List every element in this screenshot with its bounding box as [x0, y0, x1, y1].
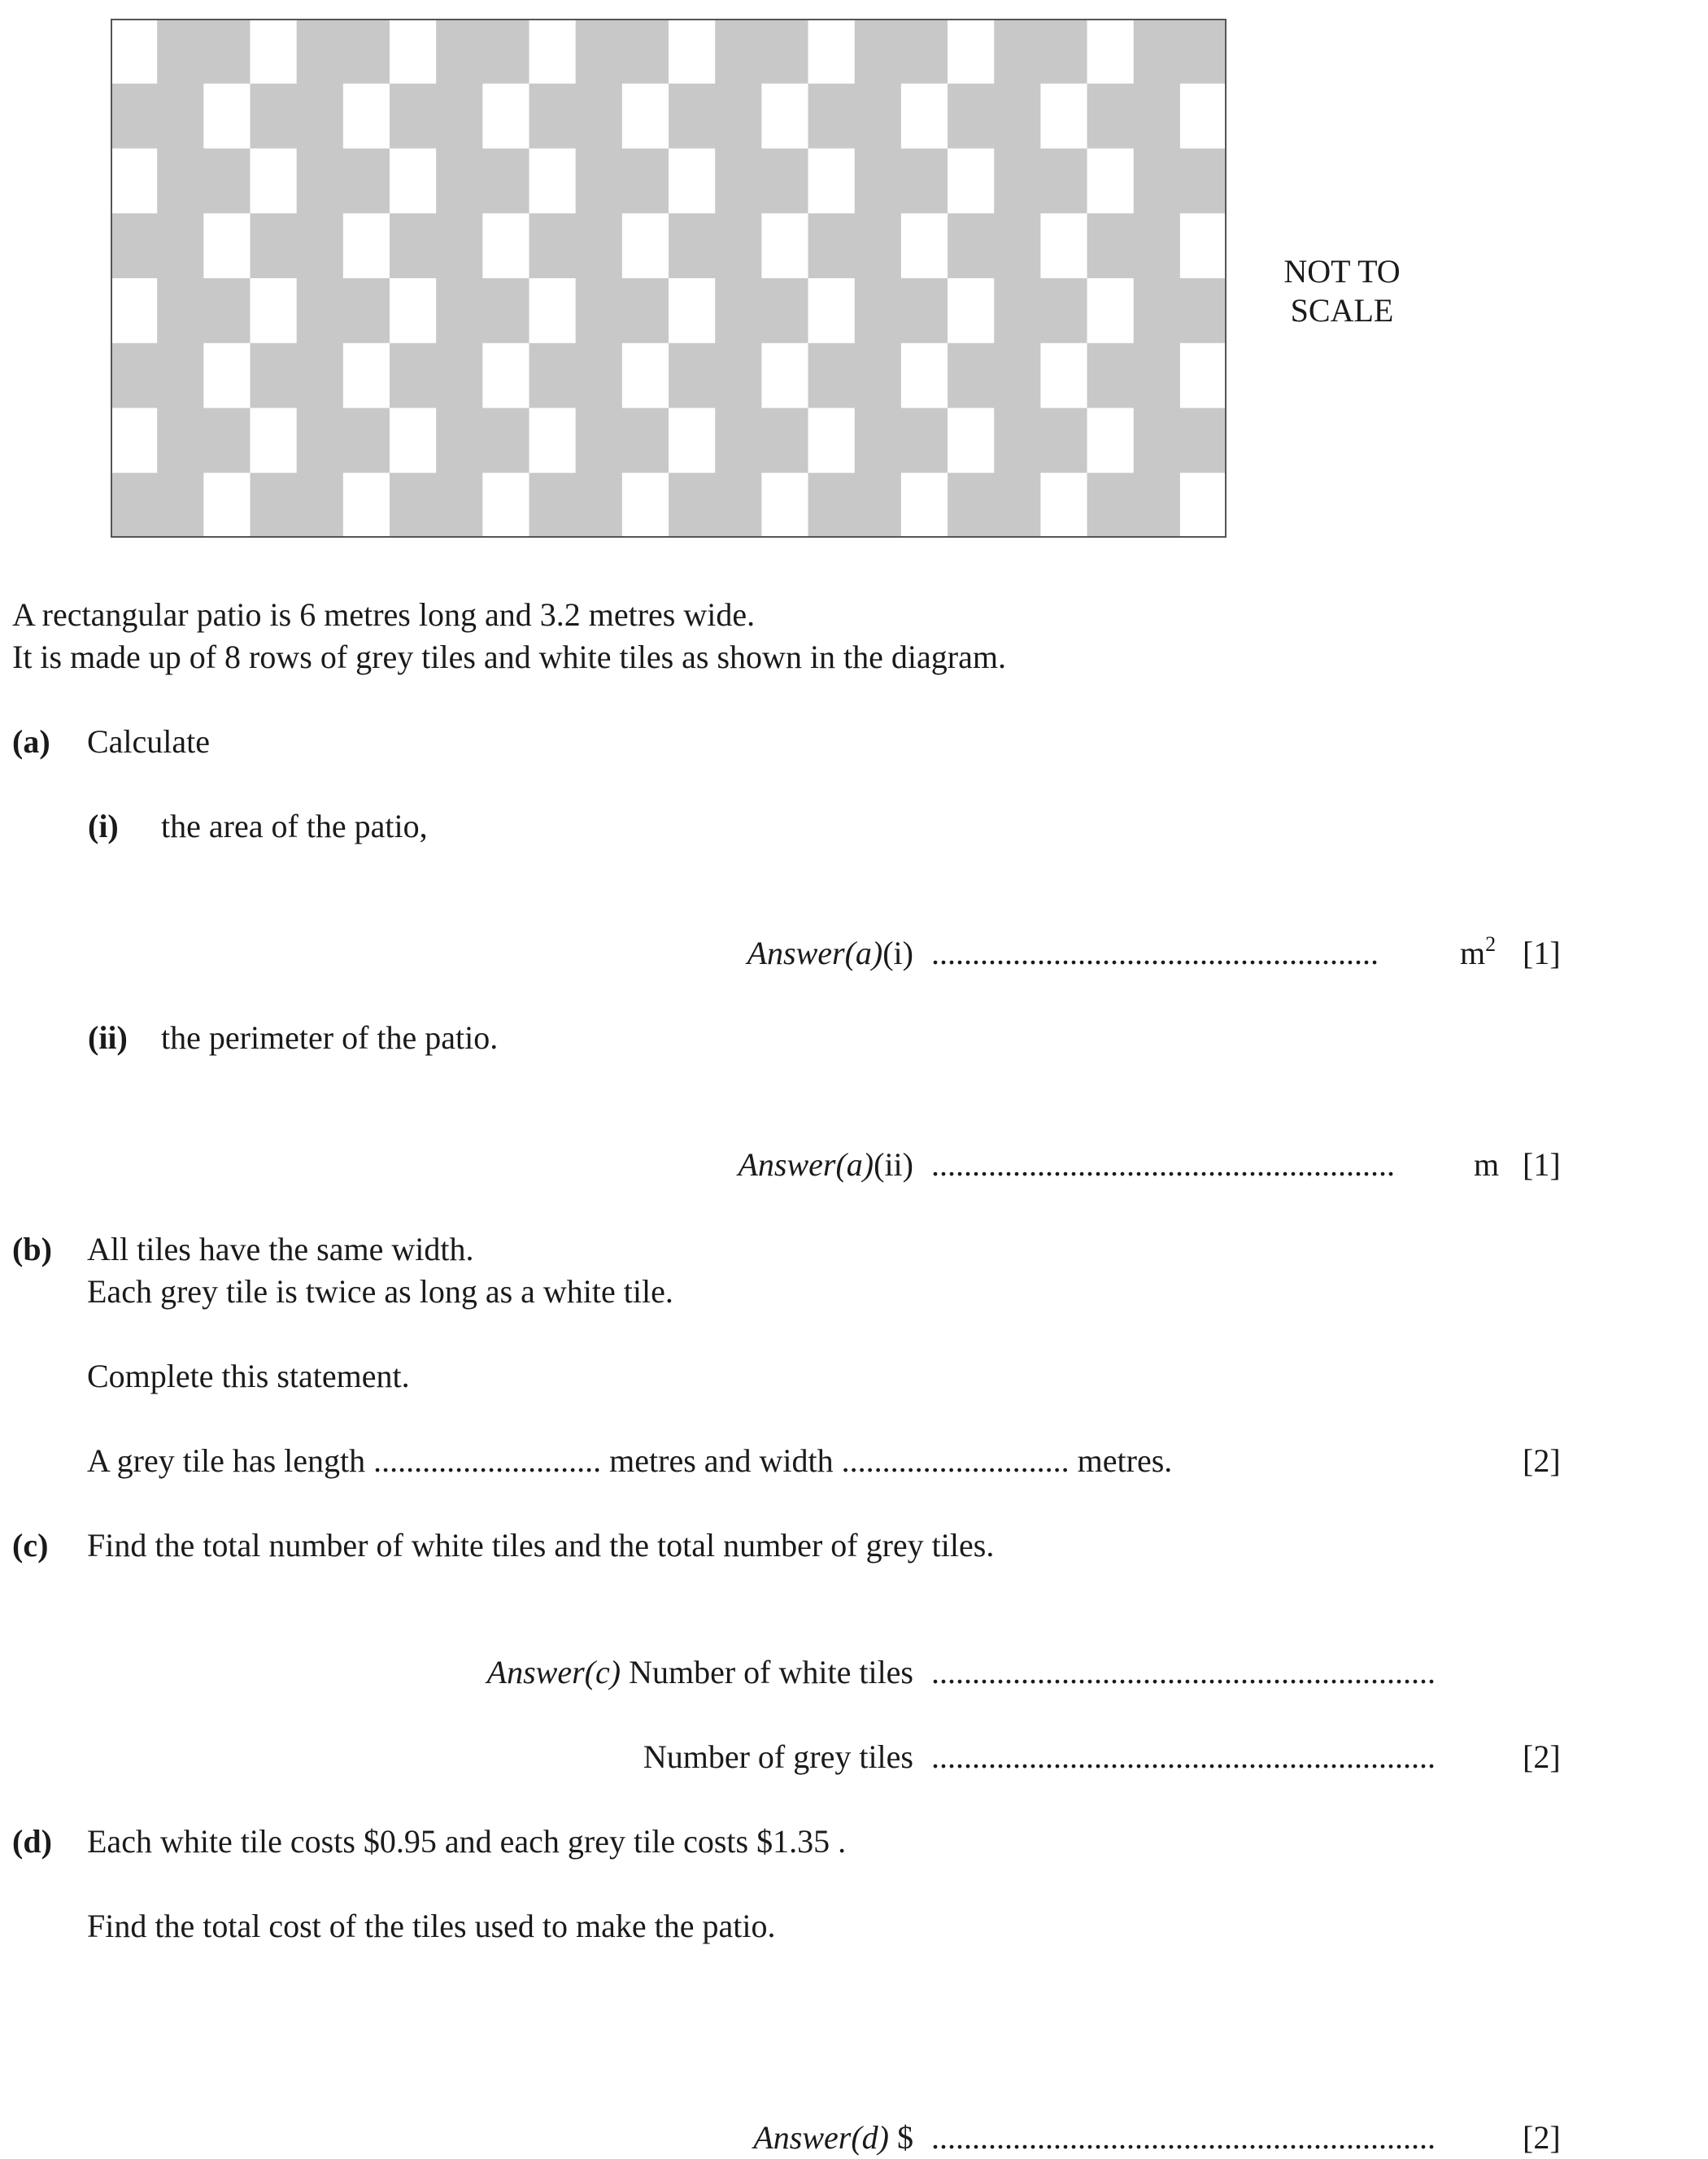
- grey-tile-r6-15: [1134, 408, 1227, 473]
- white-tile-r5-15: [1180, 343, 1227, 408]
- answer-a-ii-label-italic: Answer(a): [738, 1146, 874, 1183]
- grey-tile-r6-7: [576, 408, 669, 473]
- white-tile-r7-15: [1180, 473, 1227, 538]
- white-tile-r7-11: [901, 473, 948, 538]
- grey-tile-r0-5: [436, 19, 529, 84]
- white-tile-r5-9: [761, 343, 808, 408]
- white-tile-r0-6: [529, 19, 577, 84]
- white-tile-r1-1: [203, 84, 251, 149]
- white-tile-r3-7: [622, 213, 669, 278]
- grey-tile-r3-0: [111, 213, 204, 278]
- answer-d-label: [753, 2118, 913, 2157]
- white-tile-r2-6: [529, 149, 577, 214]
- grey-tile-r1-2: [251, 84, 344, 149]
- white-tile-r1-9: [761, 84, 808, 149]
- white-tile-r6-10: [808, 408, 856, 473]
- grey-tile-length-field[interactable]: ............................: [373, 1442, 602, 1479]
- white-tile-r6-2: [251, 408, 298, 473]
- white-tile-r4-0: [111, 278, 158, 343]
- grey-tile-r7-10: [808, 473, 902, 538]
- white-tile-r6-8: [669, 408, 716, 473]
- white-tile-r1-15: [1180, 84, 1227, 149]
- grey-tile-r2-3: [297, 149, 390, 214]
- white-tile-r4-14: [1087, 278, 1135, 343]
- grey-tile-r2-9: [715, 149, 808, 214]
- answer-a-ii-field[interactable]: .........................................................: [931, 1146, 1395, 1183]
- white-tile-r3-3: [343, 213, 390, 278]
- answer-a-i-label-italic: Answer(a): [747, 935, 883, 971]
- white-tile-r0-4: [390, 19, 437, 84]
- grey-tiles-field[interactable]: ..............................................................: [931, 1738, 1436, 1775]
- white-tiles-field[interactable]: ..............................................................: [931, 1654, 1436, 1690]
- marks-c: [2]: [1523, 1738, 1561, 1775]
- marks-d: [2]: [1523, 2119, 1561, 2156]
- white-tile-r5-5: [482, 343, 529, 408]
- white-tile-r2-2: [251, 149, 298, 214]
- part-a-instruction: Calculate: [87, 723, 211, 760]
- part-b-line-3: Complete this statement.: [87, 1358, 410, 1394]
- answer-a-i-label-roman: (i): [882, 935, 913, 971]
- answer-a-i-label: [747, 934, 913, 973]
- white-tile-r7-13: [1040, 473, 1087, 538]
- white-tile-r2-12: [948, 149, 995, 214]
- grey-tile-r4-9: [715, 278, 808, 343]
- marks-a-i: [1]: [1523, 935, 1561, 971]
- part-b-label: (b): [12, 1231, 52, 1267]
- grey-tile-r7-14: [1087, 473, 1181, 538]
- white-tile-r2-8: [669, 149, 716, 214]
- part-a-i-label: (i): [88, 808, 119, 844]
- dollar-sign: $: [897, 2119, 913, 2156]
- grey-tile-r1-14: [1087, 84, 1181, 149]
- grey-tile-r4-11: [855, 278, 948, 343]
- grey-tile-r5-12: [948, 343, 1041, 408]
- part-c-text: Find the total number of white tiles and the total number of grey tiles.: [87, 1527, 995, 1564]
- white-tile-r2-4: [390, 149, 437, 214]
- grey-tile-r6-5: [436, 408, 529, 473]
- grey-tile-r0-11: [855, 19, 948, 84]
- part-d-text-2: Find the total cost of the tiles used to make the patio.: [87, 1908, 776, 1944]
- grey-tile-r3-14: [1087, 213, 1181, 278]
- marks-a-ii: [1]: [1523, 1146, 1561, 1183]
- grey-tile-r5-0: [111, 343, 204, 408]
- grey-tile-r0-9: [715, 19, 808, 84]
- grey-tiles-label: Number of grey tiles: [643, 1738, 913, 1775]
- white-tile-r3-9: [761, 213, 808, 278]
- white-tile-r3-11: [901, 213, 948, 278]
- answer-a-i-field[interactable]: .......................................................: [931, 935, 1379, 971]
- white-tile-r6-4: [390, 408, 437, 473]
- grey-tile-r7-4: [390, 473, 483, 538]
- white-tile-r5-1: [203, 343, 251, 408]
- grey-tile-r2-13: [994, 149, 1087, 214]
- grey-tile-r3-4: [390, 213, 483, 278]
- answer-a-ii-unit: m: [1474, 1146, 1500, 1183]
- grey-tile-r2-7: [576, 149, 669, 214]
- white-tile-r6-12: [948, 408, 995, 473]
- grey-tile-r5-4: [390, 343, 483, 408]
- grey-tile-r6-11: [855, 408, 948, 473]
- grey-tile-r6-13: [994, 408, 1087, 473]
- intro-line-1: A rectangular patio is 6 metres long and 3.2 metres wide.: [12, 596, 756, 633]
- note-line-2: SCALE: [1290, 292, 1394, 329]
- white-tile-r3-15: [1180, 213, 1227, 278]
- white-tile-r0-10: [808, 19, 856, 84]
- grey-tile-r5-2: [251, 343, 344, 408]
- grey-tile-r3-8: [669, 213, 762, 278]
- grey-tile-r1-4: [390, 84, 483, 149]
- white-tile-r6-6: [529, 408, 577, 473]
- white-tile-r5-7: [622, 343, 669, 408]
- grey-tile-r1-6: [529, 84, 623, 149]
- white-tile-r1-5: [482, 84, 529, 149]
- tile-pattern: [111, 19, 1227, 538]
- answer-c-white-label: [487, 1653, 913, 1692]
- unit-m: m: [1460, 935, 1486, 971]
- grey-tile-r4-13: [994, 278, 1087, 343]
- grey-tile-r7-0: [111, 473, 204, 538]
- answer-a-ii-label: [738, 1145, 913, 1184]
- grey-tile-r6-9: [715, 408, 808, 473]
- white-tile-r6-0: [111, 408, 158, 473]
- white-tile-r2-0: [111, 149, 158, 214]
- grey-tile-r5-8: [669, 343, 762, 408]
- grey-tile-r2-11: [855, 149, 948, 214]
- white-tile-r0-0: [111, 19, 158, 84]
- grey-tile-r7-2: [251, 473, 344, 538]
- statement-part-2: metres and width: [609, 1442, 834, 1479]
- white-tile-r4-8: [669, 278, 716, 343]
- grey-tile-r5-10: [808, 343, 902, 408]
- white-tile-r1-13: [1040, 84, 1087, 149]
- part-b-line-1: All tiles have the same width.: [87, 1231, 474, 1267]
- grey-tile-r0-15: [1134, 19, 1227, 84]
- grey-tile-r1-10: [808, 84, 902, 149]
- white-tile-r3-1: [203, 213, 251, 278]
- white-tile-r1-3: [343, 84, 390, 149]
- grey-tile-r2-1: [157, 149, 251, 214]
- grey-tile-r6-1: [157, 408, 251, 473]
- statement-part-1: A grey tile has length: [87, 1442, 366, 1479]
- white-tile-r2-14: [1087, 149, 1135, 214]
- grey-tile-r4-1: [157, 278, 251, 343]
- intro-line-2: It is made up of 8 rows of grey tiles and white tiles as shown in the diagram.: [12, 639, 1006, 675]
- grey-tile-r1-8: [669, 84, 762, 149]
- white-tile-r0-12: [948, 19, 995, 84]
- white-tile-r0-8: [669, 19, 716, 84]
- white-tile-r7-1: [203, 473, 251, 538]
- white-tile-r2-10: [808, 149, 856, 214]
- note-line-1: NOT TO: [1283, 253, 1401, 290]
- grey-tile-width-field[interactable]: ............................: [841, 1442, 1070, 1479]
- white-tile-r5-13: [1040, 343, 1087, 408]
- white-tile-r4-12: [948, 278, 995, 343]
- part-a-ii-label: (ii): [88, 1019, 128, 1056]
- grey-tile-r5-14: [1087, 343, 1181, 408]
- answer-c-label-italic: Answer(c): [486, 1654, 621, 1690]
- grey-tile-r5-6: [529, 343, 623, 408]
- white-tile-r3-13: [1040, 213, 1087, 278]
- grey-tile-r1-0: [111, 84, 204, 149]
- part-c-label: (c): [12, 1527, 49, 1564]
- part-b-line-2: Each grey tile is twice as long as a white tile.: [87, 1273, 673, 1310]
- grey-tile-r3-6: [529, 213, 623, 278]
- grey-tile-r1-12: [948, 84, 1041, 149]
- grey-tile-r4-5: [436, 278, 529, 343]
- part-d-label: (d): [12, 1823, 52, 1860]
- grey-tile-r0-7: [576, 19, 669, 84]
- part-d-text: Each white tile costs $0.95 and each grey tile costs $1.35 .: [87, 1823, 847, 1860]
- white-tiles-label: Number of white tiles: [629, 1654, 913, 1690]
- patio-tile-diagram: [111, 19, 1227, 538]
- part-a-label: (a): [12, 723, 50, 760]
- grey-tile-r0-1: [157, 19, 251, 84]
- grey-tile-r3-12: [948, 213, 1041, 278]
- grey-tile-r2-15: [1134, 149, 1227, 214]
- grey-tile-r4-7: [576, 278, 669, 343]
- white-tile-r7-7: [622, 473, 669, 538]
- not-to-scale-note: [1269, 252, 1415, 330]
- white-tile-r0-14: [1087, 19, 1135, 84]
- part-a-ii-text: the perimeter of the patio.: [161, 1019, 499, 1056]
- grey-tile-r7-8: [669, 473, 762, 538]
- grey-tile-r0-3: [297, 19, 390, 84]
- part-a-i-text: the area of the patio,: [161, 808, 428, 844]
- white-tile-r7-5: [482, 473, 529, 538]
- grey-tile-r3-10: [808, 213, 902, 278]
- grey-tile-r3-2: [251, 213, 344, 278]
- answer-d-label-italic: Answer(d): [753, 2119, 889, 2156]
- white-tile-r6-14: [1087, 408, 1135, 473]
- grey-tile-r7-6: [529, 473, 623, 538]
- white-tile-r5-3: [343, 343, 390, 408]
- white-tile-r7-3: [343, 473, 390, 538]
- white-tile-r7-9: [761, 473, 808, 538]
- white-tile-r4-2: [251, 278, 298, 343]
- answer-a-ii-label-roman: (ii): [874, 1146, 913, 1183]
- white-tile-r1-7: [622, 84, 669, 149]
- white-tile-r4-6: [529, 278, 577, 343]
- grey-tile-r0-13: [994, 19, 1087, 84]
- grey-tile-r6-3: [297, 408, 390, 473]
- marks-b: [2]: [1523, 1442, 1561, 1479]
- white-tile-r3-5: [482, 213, 529, 278]
- grey-tile-r2-5: [436, 149, 529, 214]
- answer-d-field[interactable]: ..............................................................: [931, 2119, 1436, 2156]
- grey-tile-r4-15: [1134, 278, 1227, 343]
- grey-tile-r4-3: [297, 278, 390, 343]
- white-tile-r4-10: [808, 278, 856, 343]
- white-tile-r1-11: [901, 84, 948, 149]
- grey-tile-r7-12: [948, 473, 1041, 538]
- part-b-statement: [87, 1442, 1172, 1481]
- white-tile-r0-2: [251, 19, 298, 84]
- answer-a-i-unit: [1460, 934, 1496, 973]
- white-tile-r4-4: [390, 278, 437, 343]
- statement-part-3: metres.: [1077, 1442, 1173, 1479]
- white-tile-r5-11: [901, 343, 948, 408]
- unit-superscript: 2: [1485, 932, 1497, 956]
